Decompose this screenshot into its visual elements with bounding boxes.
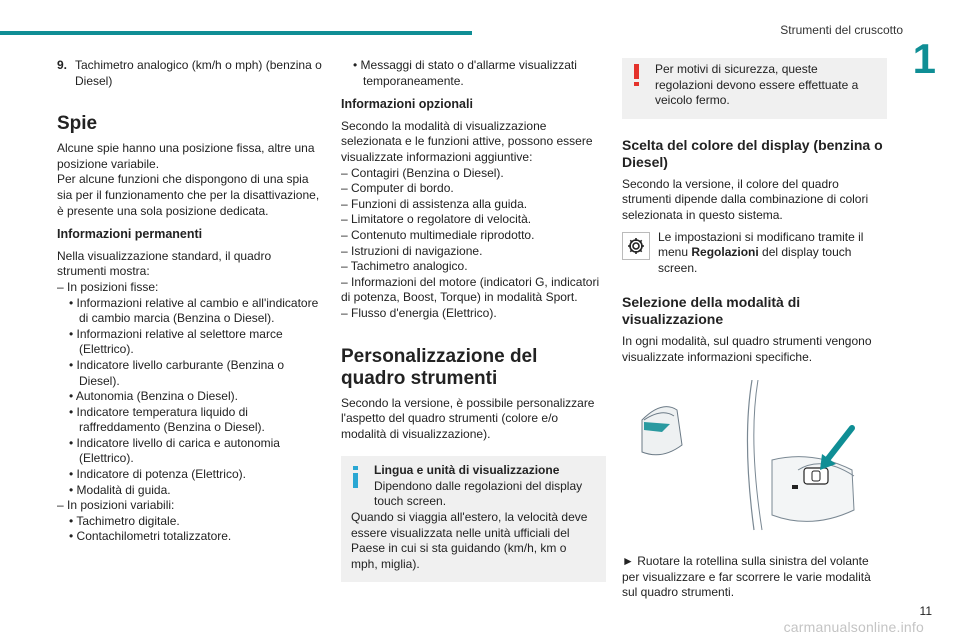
list-item: • Informazioni relative al cambio e all'indicatore di cambio marcia (Benzina o Diesel). bbox=[69, 295, 319, 326]
paragraph: Nella visualizzazione standard, il quadro strumenti mostra: bbox=[57, 248, 272, 279]
paragraph: Secondo la versione, il colore del quadro strumenti dipende dalla combinazione di colori selezionata in questo sistema. bbox=[622, 176, 869, 222]
chapter-number: 1 bbox=[912, 35, 936, 82]
gear-text-pre: Le impostazioni si modificano tramite il menu bbox=[658, 229, 864, 260]
list-label: – In posizioni variabili: bbox=[57, 498, 175, 513]
heading-optional-info: Informazioni opzionali bbox=[341, 97, 473, 112]
settings-note bbox=[622, 230, 887, 277]
header-accent-bar bbox=[0, 31, 472, 35]
column-2 bbox=[341, 58, 606, 582]
paragraph: In ogni modalità, sul quadro strumenti vengono visualizzate informazioni specifiche. bbox=[622, 334, 872, 364]
list-item: – Computer di bordo. bbox=[341, 181, 454, 196]
list-item: – Limitatore o regolatore di velocità. bbox=[341, 212, 532, 227]
warning-icon bbox=[634, 64, 639, 86]
list-item: – Flusso d'energia (Elettrico). bbox=[341, 305, 497, 320]
gear-text-post: del display touch screen. bbox=[658, 245, 852, 275]
warning-text: Per motivi di sicurezza, queste regolazioni devono essere effettuate a veicolo fermo. bbox=[655, 62, 859, 108]
info-text: Dipendono dalle regolazioni del display touch screen. bbox=[374, 478, 583, 509]
list-item: • Informazioni relative al selettore marce (Elettrico). bbox=[69, 326, 283, 357]
list-item: – Informazioni del motore (indicatori G, indicatori di potenza, Boost, Torque) in modalità Sport. bbox=[341, 274, 600, 305]
chapter-title: Strumenti del cruscotto bbox=[780, 23, 903, 37]
list-item: • Indicatore livello carburante (Benzina o Diesel). bbox=[69, 357, 284, 388]
list-item: • Tachimetro digitale. bbox=[69, 513, 180, 528]
list-item: • Contachilometri totalizzatore. bbox=[69, 529, 232, 544]
list-item: – Contenuto multimediale riprodotto. bbox=[341, 227, 535, 242]
item-text: Tachimetro analogico (km/h o mph) (benzina o Diesel) bbox=[75, 58, 322, 88]
paragraph: Secondo la versione, è possibile personalizzare l'aspetto del quadro strumenti (colore e/o modalità di visualizzazione). bbox=[341, 395, 595, 441]
action-text: ► Ruotare la rotellina sulla sinistra del volante per visualizzare e far scorrere le varie modalità sul quadro strumenti. bbox=[622, 554, 871, 600]
info-title: Lingua e unità di visualizzazione bbox=[374, 463, 560, 478]
heading-display-color: Scelta del colore del display (benzina o Diesel) bbox=[622, 136, 883, 170]
list-item-9 bbox=[57, 58, 322, 89]
gear-icon bbox=[622, 232, 650, 260]
heading-customization: Personalizzazione del quadro strumenti bbox=[341, 345, 538, 389]
list-item: • Indicatore livello di carica e autonomia (Elettrico). bbox=[69, 435, 280, 466]
paragraph: Secondo la modalità di visualizzazione selezionata e le funzioni attive, possono essere visualizzate informazioni aggiuntive: bbox=[341, 118, 593, 164]
list-item: – Funzioni di assistenza alla guida. bbox=[341, 196, 528, 211]
warning-box bbox=[622, 58, 887, 119]
list-item: – Istruzioni di navigazione. bbox=[341, 243, 483, 258]
paragraph: Per alcune funzioni che dispongono di una spia sia per il funzionamento che per la disattivazione, è presente una sola posizione dedicata. bbox=[57, 172, 320, 218]
page-number: 11 bbox=[919, 604, 932, 618]
list-item: – Tachimetro analogico. bbox=[341, 259, 468, 274]
heading-permanent-info: Informazioni permanenti bbox=[57, 227, 203, 242]
watermark: carmanualsonline.info bbox=[783, 619, 924, 635]
gear-text-bold: Regolazioni bbox=[691, 245, 759, 260]
column-1 bbox=[57, 58, 322, 545]
list-label: – In posizioni fisse: bbox=[57, 279, 159, 294]
heading-display-mode: Selezione della modalità di visualizzazione bbox=[622, 294, 801, 328]
item-number: 9. bbox=[57, 58, 68, 72]
info-text: Quando si viaggia all'estero, la velocità deve essere visualizzata nelle unità ufficiali del Paese in cui si sta guidando (km/h, km o mph, miglia). bbox=[351, 510, 588, 571]
list-item: • Autonomia (Benzina o Diesel). bbox=[69, 389, 238, 404]
list-item: • Indicatore temperatura liquido di raffreddamento (Benzina o Diesel). bbox=[69, 404, 265, 435]
column-3 bbox=[622, 58, 887, 607]
heading-spie: Spie bbox=[57, 113, 98, 135]
paragraph: Alcune spie hanno una posizione fissa, altre una posizione variabile. bbox=[57, 141, 315, 171]
list-item: – Contagiri (Benzina o Diesel). bbox=[341, 165, 504, 180]
list-item: • Indicatore di potenza (Elettrico). bbox=[69, 467, 246, 482]
info-box bbox=[341, 456, 606, 582]
steering-wheel-illustration bbox=[622, 380, 882, 540]
list-item: • Messaggi di stato o d'allarme visualizzati temporaneamente. bbox=[353, 58, 577, 88]
info-icon bbox=[353, 466, 358, 488]
list-item: • Modalità di guida. bbox=[69, 482, 171, 497]
